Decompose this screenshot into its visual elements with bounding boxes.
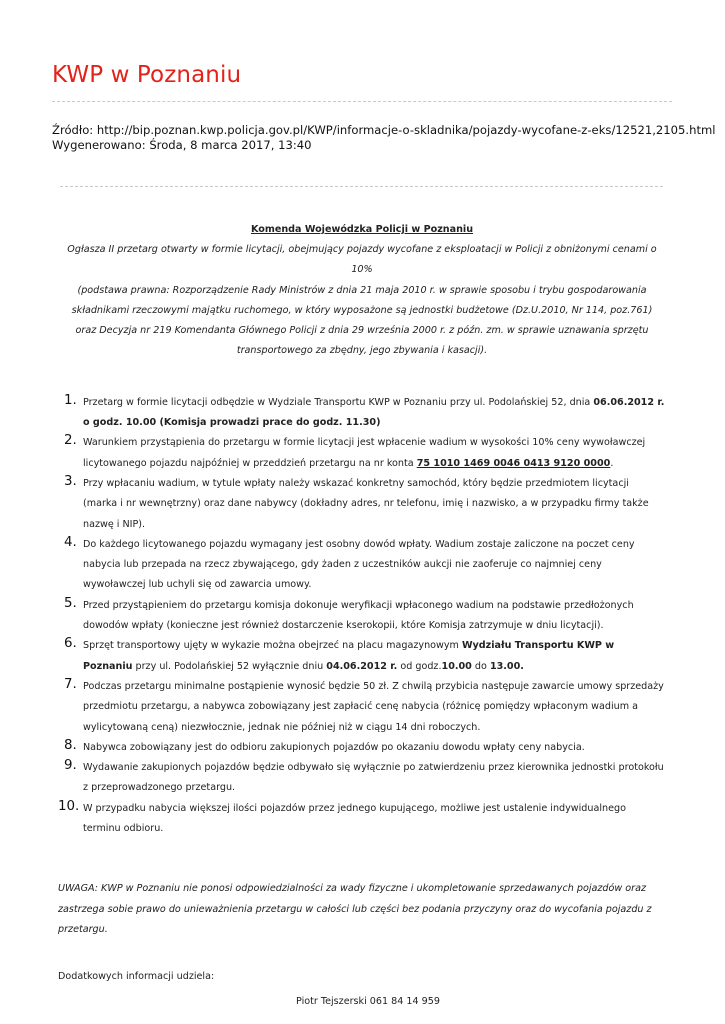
rule-text: Przetarg w formie licytacji odbędzie w Wydziale Transportu KWP w Poznaniu przy ul. Podolańskiej 52, dnia <box>83 396 594 408</box>
rule-number: 3. <box>64 473 77 489</box>
rule-number: 1. <box>64 392 77 408</box>
rule-number: 9. <box>64 758 77 774</box>
rule-text: 06.06.2012 r. o godz. 10.00 (Komisja prowadzi prace do godz. 11.30) <box>83 396 665 429</box>
announcement-title: Komenda Wojewódzka Policji w Poznaniu <box>250 224 474 235</box>
rule-number: 5. <box>64 595 77 611</box>
rule-text: 75 1010 1469 0046 0413 9120 0000 <box>416 457 611 469</box>
rule-text: Do każdego licytowanego pojazdu wymagany jest osobny dowód wpłaty. Wadium zostaje zaliczone na poczet ceny nabycia lub przepada na rzecz zbywającego, gdy żaden z uczestników aukcji nie zaoferuje co najmniej ceny wywoławczej lub uchyli się od zawarcia umowy. <box>83 538 635 591</box>
rule-number: 10. <box>58 798 80 814</box>
rule-text: do <box>471 660 490 672</box>
legal-basis: (podstawa prawna: Rozporządzenie Rady Ministrów z dnia 21 maja 2010 r. w sprawie sposobu i trybu gospodarowania składnikami rzeczowymi majątku ruchomego, w który wyposażone są jednostki budżetowe (Dz.U.2010, Nr 114, poz.761) oraz Decyzja nr 219 Komendanta Głównego Policji z dnia 29 września 2000 r. z późn. zm. w sprawie uznawania sprzętu transportowego za zbędny, jego zbywania i kasacji). <box>71 284 653 357</box>
rule-text: 04.06.2012 r. <box>326 660 398 672</box>
rule-text: Przy wpłacaniu wadium, w tytule wpłaty należy wskazać konkretny samochód, który będzie przedmiotem licytacji (marka i nr wewnętrzny) oraz dane nabywcy (dokładny adres, nr telefonu, imię i nazwisko, a w przypadku firmy także nazwę i NIP). <box>83 477 649 530</box>
generated-date: Wygenerowano: Środa, 8 marca 2017, 13:40 <box>52 138 312 152</box>
rule-item <box>58 433 666 474</box>
rule-text: Przed przystąpieniem do przetargu komisja dokonuje weryfikacji wpłaconego wadium na podstawie przedłożonych dowodów wpłaty (konieczne jest również dostarczenie kserokopii, które Komisja zatrzymuje w dniu licytacji). <box>83 599 634 632</box>
rule-item <box>58 799 666 840</box>
site-title: KWP w Poznaniu <box>52 62 242 88</box>
rule-item <box>58 393 666 434</box>
rule-text: Wydawanie zakupionych pojazdów będzie odbywało się wyłącznie po zatwierdzeniu przez kierownika jednostki protokołu z przeprowadzonego przetargu. <box>83 762 664 794</box>
announcement-body <box>58 220 666 1012</box>
rule-number: 2. <box>64 433 77 449</box>
rule-text: Warunkiem przystąpienia do przetargu w formie licytacji jest wpłacenie wadium w wysokości 10% ceny wywoławczej licytowanego pojazdu najpóźniej w przeddzień przetargu na nr konta <box>83 437 646 469</box>
rule-text: od godz. <box>397 660 442 672</box>
rule-item <box>58 596 666 637</box>
rule-item <box>58 535 666 596</box>
rule-item <box>58 738 666 758</box>
contact-label: Dodatkowych informacji udziela: <box>58 971 215 983</box>
rule-number: 7. <box>64 676 77 692</box>
divider-top <box>52 101 672 102</box>
rule-text: W przypadku nabycia większej ilości pojazdów przez jednego kupującego, możliwe jest ustalenie indywidualnego terminu odbioru. <box>83 802 626 835</box>
rule-item <box>58 636 666 677</box>
rule-text: Podczas przetargu minimalne postąpienie wynosić będzie 50 zł. Z chwilą przybicia następuje zawarcie umowy sprzedaży przedmiotu przetargu, a nabywca zobowiązany jest zapłacić cenę nabycia (różnicę pomiędzy wpłaconym wadium a wylicytowaną ceną) niezwłocznie, jednak nie później niż w ciągu 14 dni roboczych. <box>83 680 664 733</box>
rule-text: przy ul. Podolańskiej 52 wyłącznie dniu <box>132 660 327 672</box>
rule-number: 8. <box>64 737 77 753</box>
rule-number: 4. <box>64 534 77 550</box>
rules-list <box>58 393 666 840</box>
rule-text: Nabywca zobowiązany jest do odbioru zakupionych pojazdów po okazaniu dowodu wpłaty ceny nabycia. <box>83 741 585 753</box>
warning-note: UWAGA: KWP w Poznaniu nie ponosi odpowiedzialności za wady fizyczne i ukompletowanie sprzedawanych pojazdów oraz zastrzega sobie prawo do unieważnienia przetargu w całości lub części bez podania przyczyny oraz do wycofania pojazdu z przetargu. <box>58 883 652 935</box>
divider-bottom <box>60 186 663 187</box>
contact-person: Piotr Tejszerski 061 84 14 959 <box>296 996 440 1008</box>
rule-text: Sprzęt transportowy ujęty w wykazie można obejrzeć na placu magazynowym <box>83 640 462 652</box>
rule-item <box>58 677 666 738</box>
rule-text: . <box>610 457 614 469</box>
announcement-intro: Ogłasza II przetarg otwarty w formie licytacji, obejmujący pojazdy wycofane z eksploatacji w Policji z obniżonymi cenami o 10% <box>67 244 657 276</box>
rule-text: 13.00. <box>489 660 524 672</box>
rule-text: Wydziału Transportu KWP w Poznaniu <box>83 640 615 672</box>
source-info <box>52 123 716 153</box>
rule-item <box>58 474 666 535</box>
rule-text: 10.00 <box>441 660 472 672</box>
rule-item <box>58 758 666 799</box>
source-url: Źródło: http://bip.poznan.kwp.policja.gov.pl/KWP/informacje-o-skladnika/pojazdy-wycofane-z-eks/12521,2105.html <box>52 123 716 137</box>
rule-number: 6. <box>64 636 77 652</box>
